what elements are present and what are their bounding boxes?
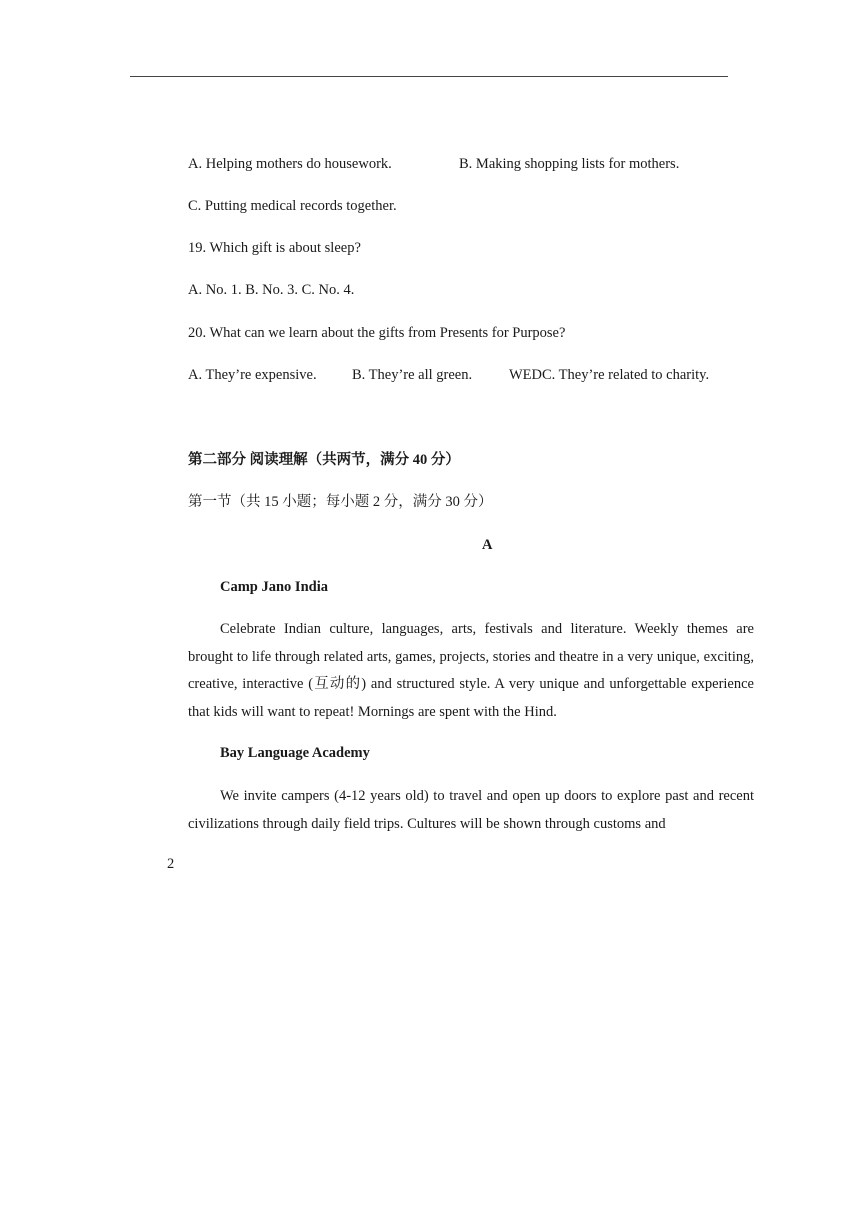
q20-option-b: B. They’re all green.	[352, 367, 473, 383]
page-number: 2	[167, 856, 175, 872]
q18-option-a: A. Helping mothers do housework.	[188, 156, 392, 172]
header-rule	[130, 76, 728, 77]
camp-heading: Camp Jano India	[220, 579, 328, 595]
part2-title: 第二部分 阅读理解（共两节，满分 40 分）	[188, 452, 460, 468]
q18-option-c: C. Putting medical records together.	[188, 198, 397, 214]
section1-title: 第一节（共 15 小题；每小题 2 分，满分 30 分）	[188, 494, 493, 510]
q19-options: A. No. 1. B. No. 3. C. No. 4.	[188, 282, 355, 298]
camp-paragraph: Celebrate Indian culture, languages, arts, festivals and literature. Weekly themes are brought to life through related arts, games, projects, stories and theatre in a very unique, exciting, creative, interactive (互动的) and structured style. A very unique and unforgettable experience that kids will want to repeat! Mornings are spent with the Hind.	[188, 621, 754, 720]
q20-option-a: A. They’re expensive.	[188, 367, 317, 383]
q19-question: 19. Which gift is about sleep?	[188, 240, 361, 256]
passage-label: A	[482, 537, 493, 553]
q20-option-c: WEDC. They’re related to charity.	[509, 367, 710, 383]
bay-heading: Bay Language Academy	[220, 745, 370, 761]
bay-paragraph: We invite campers (4-12 years old) to travel and open up doors to explore past and recent civilizations through daily field trips. Cultures will be shown through customs and	[188, 788, 754, 832]
q20-question: 20. What can we learn about the gifts from Presents for Purpose?	[188, 325, 566, 341]
q18-option-b: B. Making shopping lists for mothers.	[459, 156, 680, 172]
